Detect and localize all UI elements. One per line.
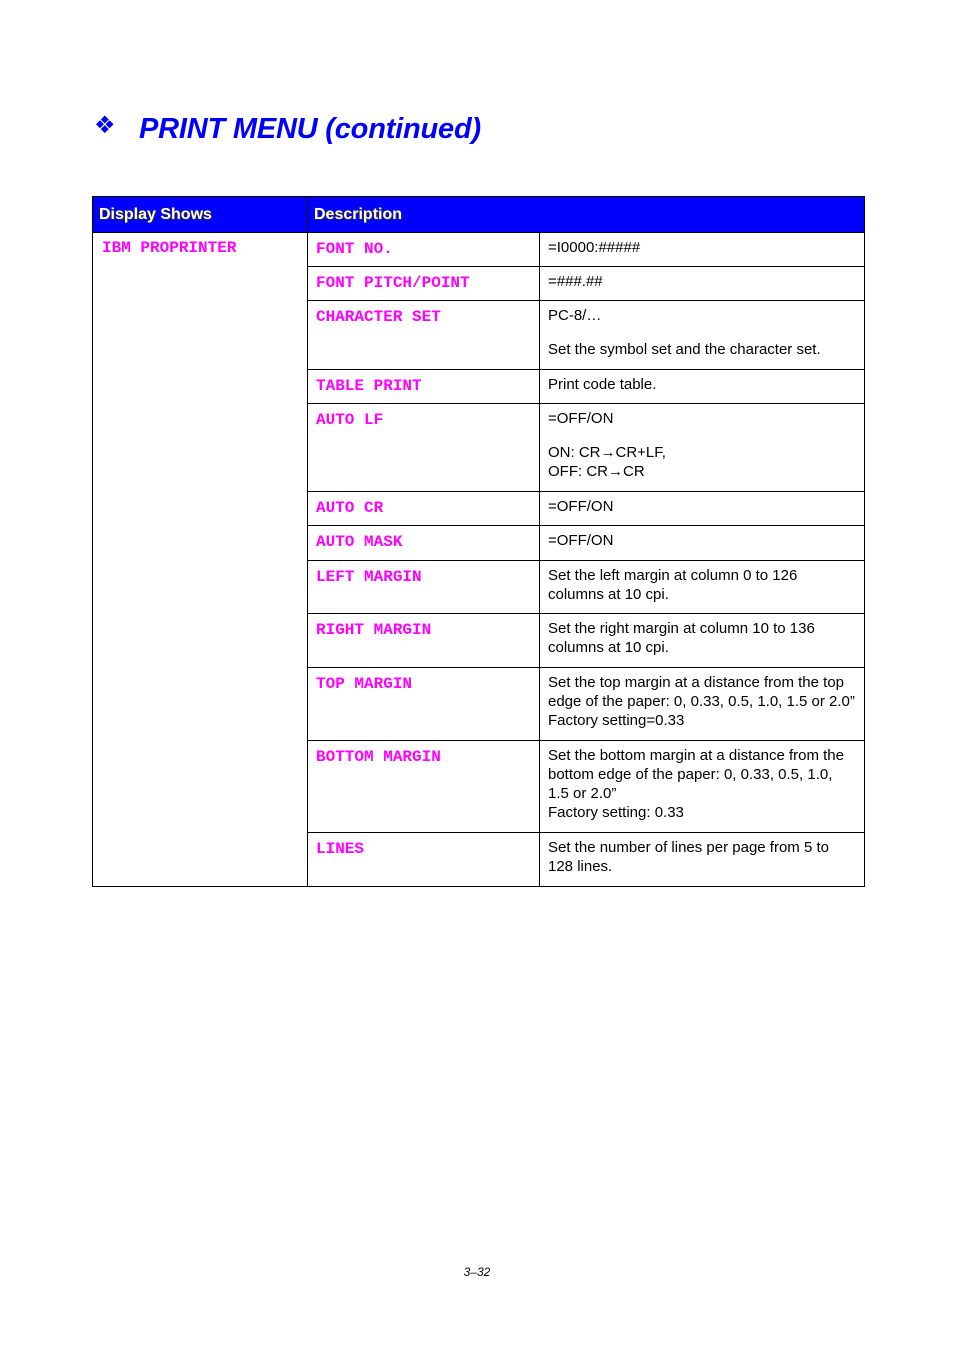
page-title [94,110,481,146]
description-text: Set the number of lines per page from 5 to 128 lines. [548,839,829,875]
description-text: Set the bottom margin at a distance from the bottom edge of the paper: 0, 0.33, 0.5, 1.0, 1.5 or 2.0” Factory setting: 0.33 [548,747,844,821]
menu-item-label: AUTO MASK [316,533,403,551]
menu-item-label: RIGHT MARGIN [316,621,432,639]
diamond-bullet-icon: ❖ [94,110,116,139]
description-text: =OFF/ON [548,410,614,427]
menu-item-cell [308,233,540,267]
menu-item-cell [308,492,540,526]
menu-item-cell [308,370,540,404]
menu-item-label: AUTO CR [316,499,384,517]
table-row [93,233,865,267]
menu-item-cell [308,614,540,668]
menu-item-cell [308,526,540,561]
menu-item-cell [308,404,540,492]
description-text: Set the top margin at a distance from the top edge of the paper: 0, 0.33, 0.5, 1.0, 1.5 or 2.0” Factory setting=0.33 [548,674,855,729]
display-group-label: IBM PROPRINTER [102,239,237,257]
description-cell [540,301,865,370]
menu-item-cell [308,267,540,301]
description-cell [540,370,865,404]
header-display-shows: Display Shows [93,197,308,233]
page-number: 3–32 [463,1265,491,1279]
display-group-cell [93,233,308,887]
menu-item-label: BOTTOM MARGIN [316,748,441,766]
description-cell [540,526,865,561]
description-text: Set the symbol set and the character set. [548,341,821,358]
print-menu-table [92,196,865,887]
description-text: ON: CR→CR+LF, OFF: CR→CR [548,444,666,480]
menu-item-label: TABLE PRINT [316,377,422,395]
menu-item-label: CHARACTER SET [316,308,441,326]
description-cell [540,267,865,301]
menu-item-cell [308,561,540,614]
description-text: Set the right margin at column 10 to 136 columns at 10 cpi. [548,620,815,656]
description-cell [540,614,865,668]
description-cell [540,561,865,614]
description-cell [540,668,865,741]
description-text: Set the left margin at column 0 to 126 columns at 10 cpi. [548,567,798,603]
menu-item-label: FONT NO. [316,240,393,258]
menu-item-cell [308,833,540,887]
description-text: =OFF/ON [548,498,614,515]
menu-item-cell [308,741,540,833]
description-cell [540,833,865,887]
description-text: Print code table. [548,376,657,393]
description-text: PC-8/… [548,307,602,324]
menu-item-label: TOP MARGIN [316,675,413,693]
page-title-text: PRINT MENU (continued) [139,113,481,145]
menu-item-label: AUTO LF [316,411,384,429]
menu-item-label: FONT PITCH/POINT [316,274,470,292]
description-text: =OFF/ON [548,532,614,549]
table-header-row [93,197,865,233]
table-body [93,233,865,887]
description-text: =I0000:##### [548,239,641,256]
menu-item-label: LEFT MARGIN [316,568,422,586]
description-cell [540,492,865,526]
description-cell [540,233,865,267]
header-description: Description [308,197,865,233]
description-cell [540,404,865,492]
menu-item-cell [308,301,540,370]
menu-item-label: LINES [316,840,365,858]
description-cell [540,741,865,833]
menu-item-cell [308,668,540,741]
description-text: =###.## [548,273,603,290]
